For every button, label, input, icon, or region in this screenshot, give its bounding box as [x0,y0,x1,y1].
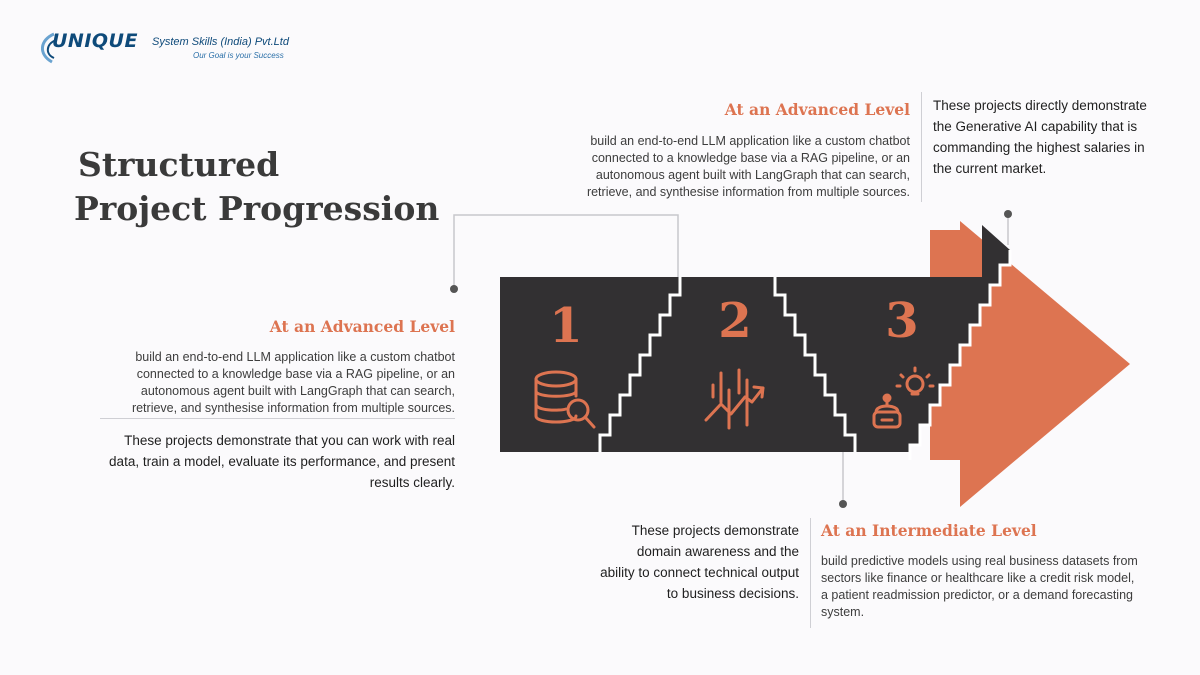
top-callout-heading: At an Advanced Level [724,100,910,119]
connector-dot-bottom [839,500,847,508]
bottom-callout-heading: At an Intermediate Level [821,521,1037,540]
left-callout-heading: At an Advanced Level [269,317,455,336]
top-callout-body: build an end-to-end LLM application like a custom chatbot connected to a knowledge base via a RAG pipeline, or an autonomous agent built with LangGraph that can search, retrieve, and synthesise information from multiple sources. [586,134,910,199]
logo-company: System Skills (India) Pvt.Ltd [152,36,289,48]
connector-dot-left [450,285,458,293]
bottom-callout-body: build predictive models using real business datasets from sectors like finance or healthcare like a credit risk model, a patient readmission predictor, or a demand forecasting system. [821,554,1138,619]
title-line-1: Structured [78,145,280,184]
left-callout-body: build an end-to-end LLM application like a custom chatbot connected to a knowledge base via a RAG pipeline, or an autonomous agent built with LangGraph that can search, retrieve, and synthesise information from multiple sources. [131,350,455,415]
top-callout-divider [921,92,922,202]
left-callout-divider [100,418,455,419]
top-callout-note: These projects directly demonstrate the Generative AI capability that is commanding the highest salaries in the current market. [933,98,1147,176]
step-number-2: 2 [718,293,752,349]
title-line-2: Project Progression [74,189,440,228]
step-number-3: 3 [885,293,919,349]
logo-tagline: Our Goal is your Success [193,51,284,60]
logo-brand: UNIQUE [52,30,138,52]
left-callout-note: These projects demonstrate that you can work with real data, train a model, evaluate its performance, and present results clearly. [109,433,455,490]
step-number-1: 1 [549,298,583,354]
bottom-callout-note: These projects demonstrate domain awareness and the ability to connect technical output to business decisions. [600,523,799,601]
bottom-callout-divider [810,518,811,628]
page-title [74,143,440,231]
connector-dot-top [1004,210,1012,218]
